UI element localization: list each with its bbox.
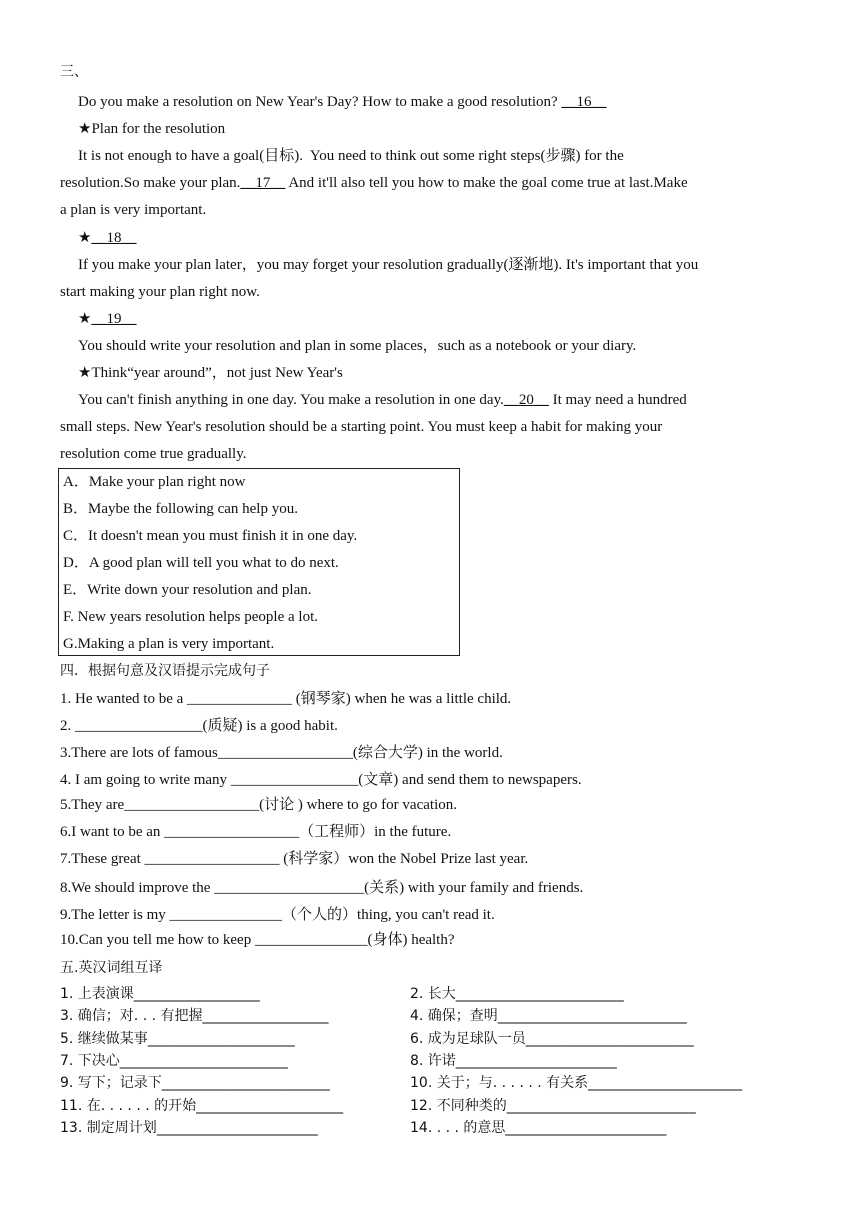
blank-17: __17__ [240, 175, 286, 191]
phrase-item: 7. 下决心________________________ [60, 1053, 288, 1069]
phrase-item: 2. 长大________________________ [410, 986, 624, 1002]
sentence-item: 10.Can you tell me how to keep _______________(身体) health? [60, 932, 455, 948]
sentence-item: 4. I am going to write many _________________(文章) and send them to newspapers. [60, 772, 582, 788]
phrase-item: 11. 在. . . . . . 的开始_____________________ [60, 1098, 344, 1114]
option-d: D．A good plan will tell you what to do next. [63, 555, 339, 571]
sentence-item: 8.We should improve the ____________________(关系) with your family and friends. [60, 880, 584, 896]
passage-line [78, 92, 606, 112]
passage-line: If you make your plan later，you may forget your resolution gradually(逐渐地). It's important that you [78, 257, 699, 273]
sentence-item: 3.There are lots of famous__________________(综合大学) in the world. [60, 745, 503, 761]
passage-line: It is not enough to have a goal(目标). You need to think out some right steps(步骤) for the [78, 148, 624, 164]
section-3-header: 三、 [60, 64, 88, 80]
option-c: C．It doesn't mean you must finish it in one day. [63, 528, 358, 544]
option-b: B．Maybe the following can help you. [63, 501, 298, 517]
sentence-item: 5.They are__________________(讨论 ) where to go for vacation. [60, 797, 457, 813]
passage-text: Do you make a resolution on New Year's Day? How to make a good resolution? [78, 94, 558, 110]
subheading-year-around: ★Think“year around”，not just New Year's [78, 365, 343, 381]
passage-line: You should write your resolution and plan in some places，such as a notebook or your diary. [78, 338, 637, 354]
subheading-18 [78, 228, 136, 248]
phrase-item: 10. 关于；与. . . . . . 有关系______________________ [410, 1075, 743, 1091]
sentence-item: 1. He wanted to be a ______________ (钢琴家) when he was a little child. [60, 691, 512, 707]
phrase-item: 8. 许诺_______________________ [410, 1053, 617, 1069]
passage-line: resolution come true gradually. [60, 446, 247, 462]
passage-text: It may need a hundred [552, 392, 687, 408]
passage-line: start making your plan right now. [60, 284, 260, 300]
phrase-item: 9. 写下；记录下________________________ [60, 1075, 330, 1091]
option-g: G.Making a plan is very important. [63, 636, 275, 652]
passage-line [78, 390, 687, 410]
subheading-plan: ★Plan for the resolution [78, 121, 226, 137]
star-icon: ★ [78, 230, 92, 246]
blank-19: __19__ [91, 311, 137, 327]
blank-18: __18__ [91, 230, 137, 246]
section-5-header: 五.英汉词组互译 [60, 960, 163, 976]
option-f: F. New years resolution helps people a lot. [63, 609, 318, 625]
blank-20: __20__ [503, 392, 549, 408]
phrase-item: 4. 确保；查明___________________________ [410, 1008, 687, 1024]
phrase-item: 14. . . . 的意思_______________________ [410, 1120, 667, 1136]
sentence-item: 9.The letter is my _______________（个人的）thing, you can't read it. [60, 907, 495, 923]
passage-text: resolution.So make your plan. [60, 175, 241, 191]
sentence-item: 7.These great __________________ (科学家）won the Nobel Prize last year. [60, 851, 529, 867]
phrase-item: 5. 继续做某事_____________________ [60, 1031, 295, 1047]
phrase-item: 6. 成为足球队一员________________________ [410, 1031, 694, 1047]
passage-text: And it'll also tell you how to make the goal come true at last.Make [288, 175, 688, 191]
subheading-19 [78, 309, 136, 329]
passage-line: a plan is very important. [60, 202, 207, 218]
passage-line [60, 173, 688, 193]
option-a: A．Make your plan right now [63, 474, 246, 490]
sentence-item: 6.I want to be an __________________（工程师）in the future. [60, 824, 452, 840]
phrase-item: 13. 制定周计划_______________________ [60, 1120, 318, 1136]
option-e: E．Write down your resolution and plan. [63, 582, 312, 598]
sentence-item: 2. _________________(质疑) is a good habit. [60, 718, 338, 734]
phrase-item: 3. 确信；对. . . 有把握__________________ [60, 1008, 329, 1024]
blank-16: __16__ [561, 94, 607, 110]
passage-text: You can't finish anything in one day. You make a resolution in one day. [78, 392, 504, 408]
passage-line: small steps. New Year's resolution should be a starting point. You must keep a habit for making your [60, 419, 663, 435]
phrase-item: 12. 不同种类的___________________________ [410, 1098, 696, 1114]
section-4-header: 四．根据句意及汉语提示完成句子 [60, 663, 270, 679]
star-icon: ★ [78, 311, 92, 327]
phrase-item: 1. 上表演课__________________ [60, 986, 260, 1002]
